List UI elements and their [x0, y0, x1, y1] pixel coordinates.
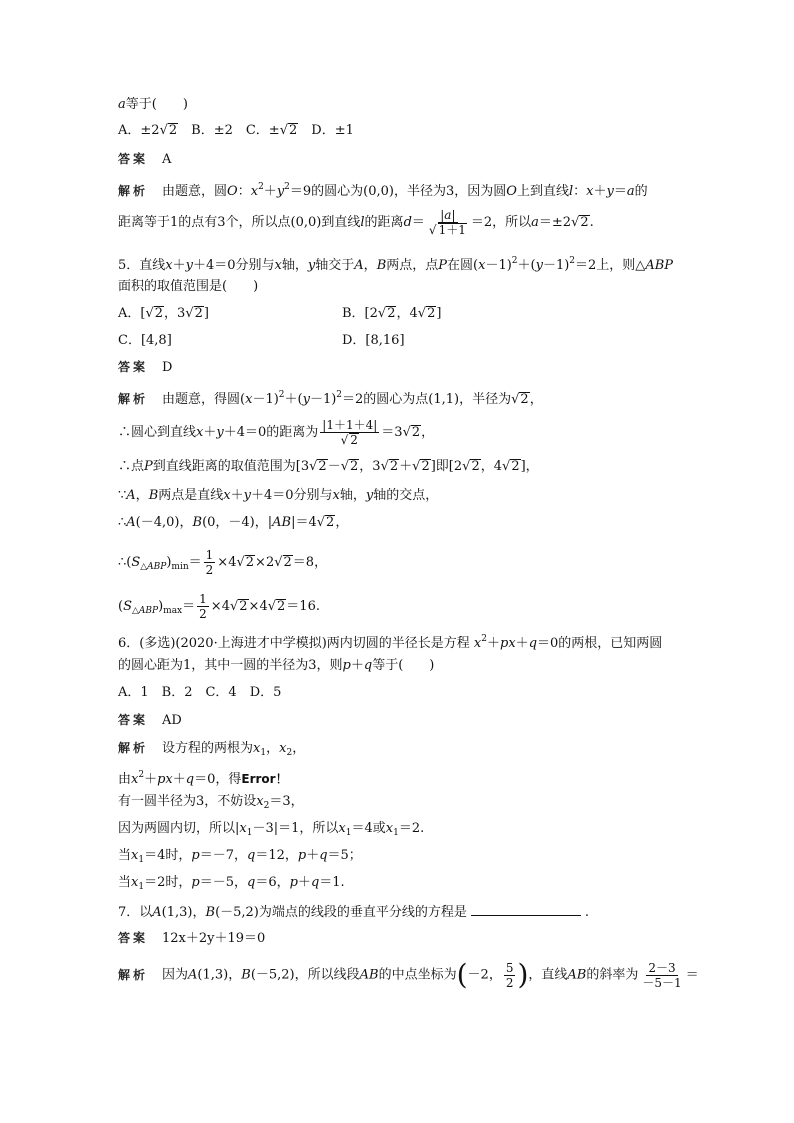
q4-analysis-line2: 距离等于1的点有3个，所以点(0,0)到直线l的距离d＝ $\frac{|a|}{√ 1+1}$ ＝2，所以a＝±2√2.: [118, 208, 594, 237]
q5-analysis-line3: ∴点P到直线距离的取值范围为[3√2－√2，3√2＋√2]即[2√2，4√2]，: [118, 459, 539, 474]
q4-answer: [118, 150, 171, 169]
q7-analysis-line1: 解析 因为A(1,3)，B(－5,2)，所以线段AB的中点坐标为(－2， $\frac{5}{2}$ )，直线AB的斜率为 $\frac{2-3}{-5-1}$ ＝: [118, 958, 699, 991]
q4-options: A．±2√2 B．±2 C．±√2 D．±1: [118, 123, 354, 138]
analysis-label: 解析: [118, 184, 149, 198]
q6-analysis-line6: 当$x_1=2$时，p＝－5，q＝6，p＋q＝1.: [118, 875, 345, 892]
q5-analysis-line4: ∵A，B两点是直线x＋y＋4＝0分别与x轴，y轴的交点，: [118, 488, 439, 503]
q5-option-d: D．[8,16]: [342, 333, 405, 348]
document-page: [118, 0, 699, 1123]
q5-analysis-line7: $(S_{\triangle ABP})_{max}=$ $\frac{1}{2}$ ×4√2×4√2＝16.: [118, 592, 320, 621]
fraction: $\frac{|a|}{√ 1+1}$: [428, 208, 466, 237]
fraction: $\frac{2-3}{-5-1}$: [642, 960, 682, 990]
q5-stem-line1: 5．直线x＋y＋4＝0分别与x轴，y轴交于A，B两点，点P在圆$(x-1)^2+(y-1)^2=2$上，则△ABP: [118, 256, 674, 273]
answer-label: 答案: [118, 152, 149, 166]
q4-answer-value: A: [162, 152, 172, 167]
q5-option-a: A．[√2，3√2]: [118, 306, 209, 321]
q5-option-b: B．[2√2，4√2]: [342, 306, 442, 321]
q4-analysis-line1: 解析 由题意，圆O：$x^2+y^2=9$的圆心为(0,0)，半径为3，因为圆O上到直线l：x＋y＝a的: [118, 182, 648, 199]
q6-analysis-line5: 当$x_1=4$时，p＝－7，q＝12，p＋q＝5；: [118, 848, 362, 865]
q6-answer-value: AD: [162, 713, 182, 728]
answer-blank: [471, 901, 581, 916]
q7-stem: 7．以A(1,3)，B(－5,2)为端点的线段的垂直平分线的方程是 .: [118, 901, 589, 922]
q6-analysis-line2: 由$x^2+px+q=0$，得Error！: [118, 770, 288, 787]
q6-options: A．1 B．2 C．4 D．5: [118, 685, 282, 700]
q5-option-c: C．[4,8]: [118, 333, 172, 348]
q7-answer-value: 12x＋2y＋19＝0: [162, 931, 266, 946]
answer-label: 答案: [118, 931, 149, 945]
q6-analysis-line1: 解析 设方程的两根为$x_1$，$x_2$，: [118, 741, 306, 758]
q7-answer: [118, 929, 265, 948]
q5-stem-line2: 面积的取值范围是( ): [118, 279, 259, 294]
q5-analysis-line1: 解析 由题意，得圆$(x-1)^2+(y-1)^2=2$的圆心为点(1,1)，半径为√2，: [118, 390, 543, 407]
fraction: $\frac{1}{2}$: [205, 548, 214, 577]
answer-label: 答案: [118, 713, 149, 727]
fraction: $\frac{5}{2}$: [505, 960, 514, 990]
q6-answer: [118, 711, 182, 730]
answer-label: 答案: [118, 360, 149, 374]
q6-stem-line2: 的圆心距为1，其中一圆的半径为3，则p＋q等于( ): [118, 658, 435, 673]
analysis-label: 解析: [118, 392, 149, 406]
fraction: $\frac{|1+1+4|}{√ 2}$: [322, 418, 378, 447]
q5-answer: [118, 358, 172, 377]
q5-analysis-line6: $\therefore(S_{\triangle ABP})_{min}=$ $\frac{1}{2}$ ×4√2×2√2＝8，: [118, 548, 328, 577]
q6-stem-line1: 6．(多选)(2020·上海进才中学模拟)两内切圆的半径长是方程 $x^2+px+q=0$的两根，已知两圆: [118, 634, 663, 651]
q6-analysis-line3: 有一圆半径为3，不妨设$x_2=3$，: [118, 794, 304, 811]
q4-stem-tail: a等于( ): [118, 97, 188, 112]
fraction: $\frac{1}{2}$: [199, 592, 207, 621]
q5-answer-value: D: [162, 360, 173, 375]
q6-analysis-line4: 因为两圆内切，所以$|x_1-3|=1$，所以$x_1=4$或$x_1=2$.: [118, 821, 425, 838]
q5-analysis-line5: ∴A(－4,0)，B(0，－4)，|AB|＝4√2，: [118, 515, 349, 530]
analysis-label: 解析: [118, 741, 149, 755]
q5-analysis-line2: ∴圆心到直线x＋y＋4＝0的距离为 $\frac{|1+1+4|}{√ 2}$ ＝3√2，: [118, 418, 435, 447]
analysis-label: 解析: [118, 967, 149, 982]
